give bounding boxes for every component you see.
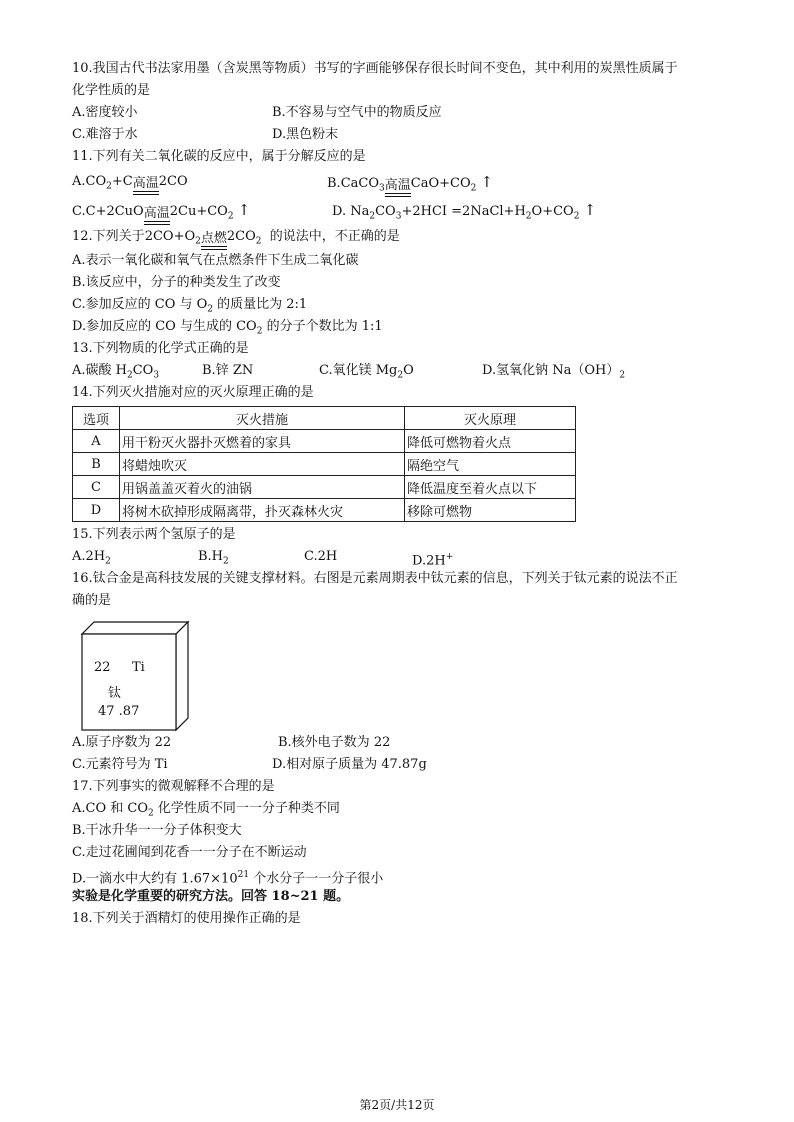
q16-option-a: A.原子序数为 22 (72, 735, 172, 750)
q12-stem: 12.下列关于$2CO+O_2$ 点燃 $2CO_2$ 的说法中，不正确的是 (72, 224, 732, 250)
table-cell: 用干粉灭火器扑灭燃着的家具 (120, 430, 405, 453)
table-cell: 移除可燃物 (405, 499, 576, 522)
q15-stem: 15.下列表示两个氢原子的是 (72, 527, 236, 542)
q11-option-b: B.CaCO$_3$ 高温 $CaO+CO_2$ ↑ (327, 168, 493, 196)
exam-page (72, 58, 732, 930)
page-footer: 第2页/共12页 (359, 1098, 435, 1112)
q16-stem-line2: 确的是 (72, 593, 112, 608)
table-cell: D (73, 499, 120, 522)
q15-option-c: C.2H (304, 549, 338, 564)
titanium-element-figure (72, 612, 732, 732)
q12-option-c: C.参加反应的 CO 与 $O_2$ 的质量比为 2:1 (72, 297, 308, 315)
condition-ignite: 点燃 (201, 232, 227, 250)
q16-options-ab (72, 732, 732, 754)
q11-option-a: $A.CO_2+C$ 高温 2CO (72, 168, 327, 196)
q10-option-c: C.难溶于水 (72, 127, 138, 142)
q16-option-b: B.核外电子数为 22 (278, 735, 391, 750)
table-cell: 将蜡烛吹灭 (120, 453, 405, 476)
table-row (73, 499, 576, 522)
q13-option-d: D.氢氧化钠 $Na(OH)_2$ (482, 363, 626, 381)
table-header-row (73, 407, 576, 430)
q16-stem-line1: 16.钛合金是高科技发展的关键支撑材料。右图是元素周期表中钛元素的信息，下列关于钛元素的说法不正 (72, 571, 678, 586)
fire-table (72, 406, 576, 522)
q10-option-d: D.黑色粉末 (272, 127, 339, 142)
element-symbol: Ti (132, 660, 145, 675)
gas-arrow-icon: ↑ (480, 173, 494, 191)
q11-options-ab (72, 168, 732, 196)
q13-option-c: C.氧化镁 $Mg_2O$ (319, 363, 414, 381)
section-heading: 实验是化学重要的研究方法。回答 18~21 题。 (72, 889, 350, 904)
table-cell: 隔绝空气 (405, 453, 576, 476)
q10-option-a: A.密度较小 (72, 105, 138, 120)
q17-option-c: C.走过花圃闻到花香一一分子在不断运动 (72, 845, 307, 860)
table-cell: C (73, 476, 120, 499)
table-header-cell: 灭火原理 (405, 407, 576, 430)
q16-option-c: C.元素符号为 Ti (72, 757, 168, 772)
gas-arrow-icon: ↑ (237, 201, 251, 219)
q15-options (72, 546, 732, 568)
table-cell: 用锅盖盖灭着火的油锅 (120, 476, 405, 499)
q13-stem: 13.下列物质的化学式正确的是 (72, 341, 249, 356)
q16-option-d: D.相对原子质量为 47.87g (272, 757, 427, 772)
q16-options-cd (72, 754, 732, 776)
table-cell: 降低可燃物着火点 (405, 430, 576, 453)
table-cell: 降低温度至着火点以下 (405, 476, 576, 499)
condition-high-temp: 高温 (385, 179, 411, 197)
q15-option-d: D.2H+ (412, 552, 454, 569)
table-row (73, 430, 576, 453)
table-cell: 将树木砍掉形成隔离带，扑灭森林火灾 (120, 499, 405, 522)
q17-stem: 17.下列事实的微观解释不合理的是 (72, 779, 275, 794)
element-name: 钛 (108, 686, 122, 701)
q12-option-d: D.参加反应的 CO 与生成的 $CO_2$ 的分子个数比为 1:1 (72, 319, 383, 337)
table-header-cell: 灭火措施 (120, 407, 405, 430)
q11-stem: 11.下列有关二氧化碳的反应中，属于分解反应的是 (72, 149, 366, 164)
table-row (73, 453, 576, 476)
q10-options-ab (72, 102, 732, 124)
condition-high-temp: 高温 (144, 207, 170, 225)
table-cell: B (73, 453, 120, 476)
q18-stem: 18.下列关于酒精灯的使用操作正确的是 (72, 911, 301, 926)
table-cell: A (73, 430, 120, 453)
q10-options-cd (72, 124, 732, 146)
q10-stem-line1: 10.我国古代书法家用墨（含炭黑等物质）书写的字画能够保存很长时间不变色，其中利用的炭黑性质属于 (72, 61, 678, 76)
q13-option-b: B.锌 ZN (202, 363, 254, 378)
q10-stem-line2: 化学性质的是 (72, 83, 151, 98)
q15-option-a: $A.2H_2$ (72, 549, 111, 567)
q11-option-c: C.C+2CuO 高温 $2Cu+CO_2$ ↑ (72, 196, 332, 224)
element-number: 22 (94, 660, 111, 675)
q12-option-b: B.该反应中，分子的种类发生了改变 (72, 275, 281, 290)
element-mass: 47 .87 (98, 704, 140, 719)
q15-option-b: $B.H_2$ (198, 549, 229, 567)
q13-option-a: A.碳酸 $H_2CO_3$ (72, 363, 160, 381)
q11-options-cd (72, 196, 732, 224)
q17-option-a: A.CO 和 $CO_2$ 化学性质不同一一分子种类不同 (72, 801, 340, 819)
q17-option-b: B.干冰升华一一分子体积变大 (72, 823, 242, 838)
q12-option-a: A.表示一氧化碳和氧气在点燃条件下生成二氧化碳 (72, 253, 359, 268)
q14-stem: 14.下列灭火措施对应的灭火原理正确的是 (72, 385, 314, 400)
q13-options (72, 360, 732, 382)
q11-option-d: D. $Na_2CO_3+2HCI$ $=2NaCl+H_2O+CO_2$ ↑ (332, 201, 597, 222)
gas-arrow-icon: ↑ (583, 201, 597, 219)
q10-option-b: B.不容易与空气中的物质反应 (272, 105, 442, 120)
table-row (73, 476, 576, 499)
condition-high-temp: 高温 (133, 177, 159, 195)
table-header-cell: 选项 (73, 407, 120, 430)
q17-option-d: D.一滴水中大约有 $1.67\times 10^{21}$ 个水分子一一分子很小 (72, 870, 384, 887)
